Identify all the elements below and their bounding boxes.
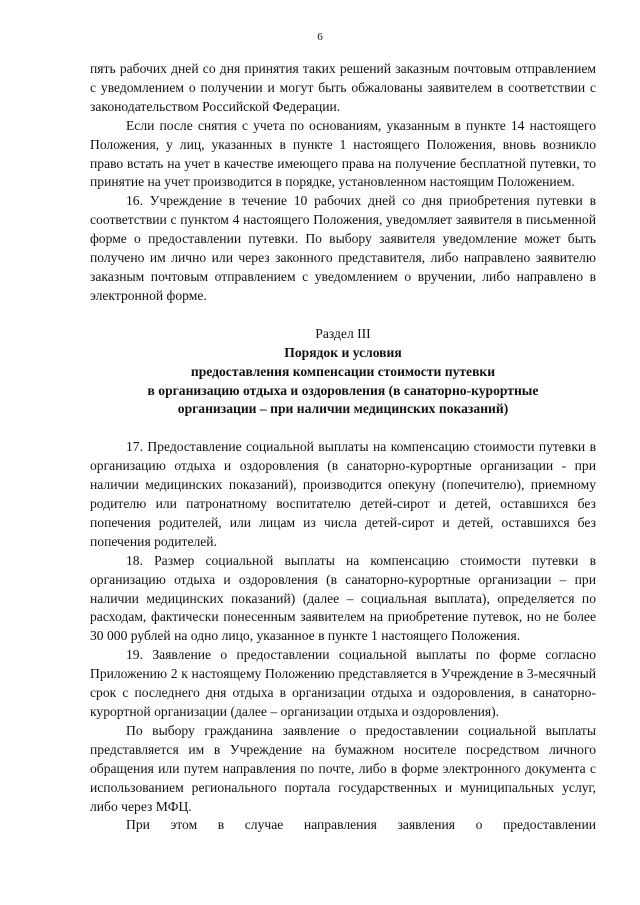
section-title-line-2: предоставления компенсации стоимости путевки	[190, 363, 496, 379]
section-title-line-3: в организацию отдыха и оздоровления (в санаторно-курортные	[147, 382, 539, 398]
section-label: Раздел III	[315, 325, 371, 341]
paragraph-truncated: При этом в случае направления заявления о предоставлении	[126, 817, 596, 833]
section-title-line-1: Порядок и условия	[284, 344, 402, 360]
paragraph-17: 17. Предоставление социальной выплаты на компенсацию стоимости путевки в организацию отдыха и оздоровления (в санаторно-курортные организации - при наличии медицинских показаний), производится опекуну (попечителю), приемному родителю или патронатному воспитателю детей-сирот и детей, оставшихся без попечения родителей, или лицам из числа детей-сирот и детей, оставшихся без попечения родителей.	[90, 439, 596, 549]
document-body	[90, 60, 596, 835]
paragraph-reregistration: Если после снятия с учета по основаниям, указанным в пункте 14 настоящего Положения, у лиц, указанных в пункте 1 настоящего Положения, вновь возникло право встать на учет в качестве имеющего права на получение бесплатной путевки, то принятие на учет производится в порядке, установленном настоящим Положением.	[90, 117, 596, 190]
paragraph-16: 16. Учреждение в течение 10 рабочих дней со дня приобретения путевки в соответствии с пунктом 4 настоящего Положения, уведомляет заявителя в письменной форме о предоставлении путевки. По выбору заявителя уведомление может быть получено им лично или через законного представителя, либо направлено заявителю заказным почтовым отправлением с уведомлением о вручении, либо направлено в электронной форме.	[90, 193, 596, 303]
paragraph-submission-choice: По выбору гражданина заявление о предоставлении социальной выплаты представляется им в Учреждение на бумажном носителе посредством личного обращения или путем направления по почте, либо в форме электронного документа с использованием регионального портала государственных и муниципальных услуг, либо через МФЦ.	[90, 722, 596, 814]
section-title-line-4: организации – при наличии медицинских показаний)	[177, 401, 509, 417]
paragraph-19: 19. Заявление о предоставлении социальной выплаты по форме согласно Приложению 2 к настоящему Положению представляется в Учреждение в 3-месячный срок с последнего дня отдыха в организации отдыха и оздоровления, в санаторно-курортной организации (далее – организации отдыха и оздоровления).	[90, 647, 596, 719]
paragraph-continuation: пять рабочих дней со дня принятия таких решений заказным почтовым отправлением с уведомлением о получении и могут быть обжалованы заявителем в соответствии с законодательством Российской Федерации.	[90, 61, 596, 114]
paragraph-18: 18. Размер социальной выплаты на компенсацию стоимости путевки в организацию отдыха и оздоровления (в санаторно-курортные организации – при наличии медицинских показаний) (далее – социальная выплата), определяется по расходам, фактически понесенным заявителем на приобретение путевок, но не более 30 000 рублей на одно лицо, указанное в пункте 1 настоящего Положения.	[90, 552, 596, 644]
section-heading	[90, 325, 596, 420]
page-number: 6	[317, 31, 323, 43]
